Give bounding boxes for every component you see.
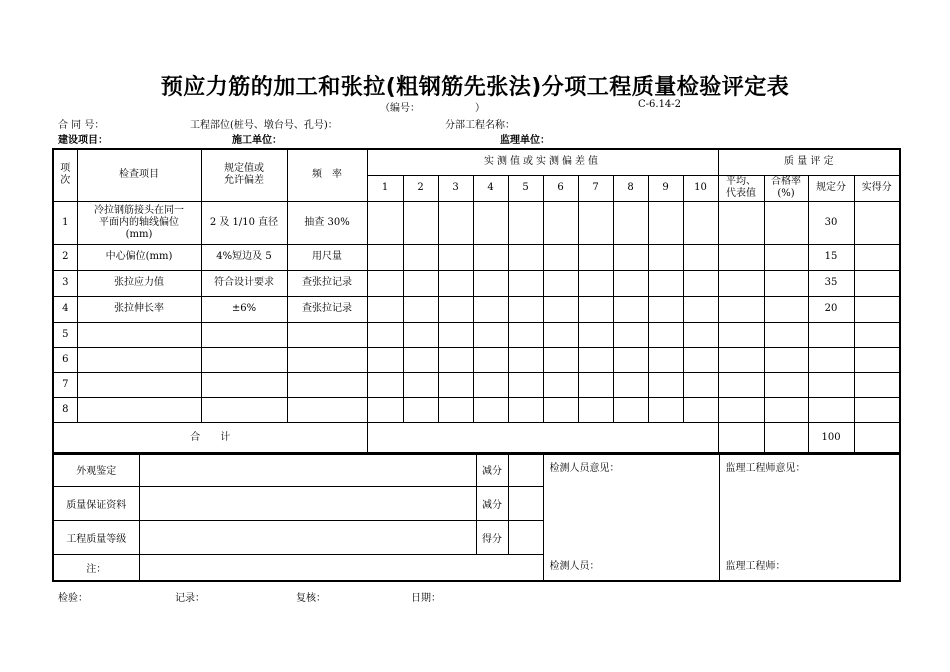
- header-measured-values: 实测值或实测偏差值: [367, 149, 718, 175]
- header-item-no: 项 次: [53, 149, 77, 201]
- quality-grade-label: 工程质量等级: [53, 521, 139, 555]
- measure-col-6: 6: [543, 175, 578, 201]
- table-row: [53, 201, 900, 244]
- total-row: [53, 422, 900, 454]
- inspector-signature-label: 检测人员：: [549, 560, 600, 572]
- measure-col-2: 2: [403, 175, 438, 201]
- appearance-deduct-label: 减分: [476, 453, 508, 487]
- table-row: [53, 270, 900, 296]
- row-spec: 4%短边及 5: [201, 244, 287, 270]
- header-quality-evaluation: 质 量 评 定: [718, 149, 900, 175]
- header-pass-rate: 合格率 (%): [764, 175, 808, 201]
- row-item: 冷拉钢筋接头在同一 平面内的轴线偏位 (mm): [77, 201, 201, 244]
- row-no: 7: [53, 372, 77, 397]
- quality-docs-deduct-label: 减分: [476, 487, 508, 521]
- header-actual-score: 实得分: [854, 175, 900, 201]
- note-label: 注：: [53, 555, 139, 581]
- row-no: 4: [53, 296, 77, 322]
- table-row: [53, 244, 900, 270]
- row-no: 1: [53, 201, 77, 244]
- engineer-opinion-label: 监理工程师意见：: [725, 463, 806, 474]
- engineer-opinion-box[interactable]: [719, 453, 900, 581]
- row-score: 30: [808, 201, 854, 244]
- quality-docs-label: 质量保证资料: [53, 487, 139, 521]
- engineer-signature-label: 监理工程师：: [725, 560, 786, 572]
- row-frequency: 用尺量: [287, 244, 367, 270]
- row-item: 中心偏位(mm): [77, 244, 201, 270]
- gain-label: 得分: [476, 521, 508, 555]
- contractor-label: 施工单位：: [232, 135, 282, 146]
- row-spec: 2 及 1/10 直径: [201, 201, 287, 244]
- inspection-table: [52, 148, 901, 455]
- construction-project-label: 建设项目：: [58, 135, 108, 146]
- row-frequency: 查张拉记录: [287, 270, 367, 296]
- measure-col-5: 5: [508, 175, 543, 201]
- row-score: 15: [808, 244, 854, 270]
- gain-field[interactable]: [508, 521, 543, 555]
- quality-docs-field[interactable]: [139, 487, 476, 521]
- table-row: [53, 397, 900, 422]
- row-item: 张拉应力值: [77, 270, 201, 296]
- footer-review-label: 复核：: [296, 593, 326, 604]
- contract-number-label: 合 同 号：: [58, 120, 105, 131]
- row-spec: 符合设计要求: [201, 270, 287, 296]
- measure-col-4: 4: [473, 175, 508, 201]
- header-check-item: 检查项目: [77, 149, 201, 201]
- appearance-field[interactable]: [139, 453, 476, 487]
- table-row: [53, 347, 900, 372]
- header-spec: 规定值或 允许偏差: [201, 149, 287, 201]
- appearance-label: 外观鉴定: [53, 453, 139, 487]
- row-no: 2: [53, 244, 77, 270]
- measure-col-8: 8: [613, 175, 648, 201]
- total-label: 合 计: [53, 422, 367, 454]
- page-title: 预应力筋的加工和张拉(粗钢筋先张法)分项工程质量检验评定表: [160, 75, 790, 100]
- measure-col-9: 9: [648, 175, 683, 201]
- table-row: [53, 296, 900, 322]
- table-row: [53, 322, 900, 347]
- row-item: 张拉伸长率: [77, 296, 201, 322]
- footer-record-label: 记录：: [175, 593, 205, 604]
- footer-check-label: 检验：: [58, 593, 88, 604]
- inspector-opinion-box[interactable]: [543, 453, 719, 581]
- row-score: 20: [808, 296, 854, 322]
- row-no: 6: [53, 347, 77, 372]
- row-no: 3: [53, 270, 77, 296]
- row-score: 35: [808, 270, 854, 296]
- work-location-label: 工程部位(桩号、墩台号、孔号)：: [190, 120, 338, 131]
- header-average: 平均、 代表值: [718, 175, 764, 201]
- measure-col-7: 7: [578, 175, 613, 201]
- inspector-opinion-label: 检测人员意见：: [549, 463, 620, 474]
- supervisor-label: 监理单位：: [500, 135, 550, 146]
- appearance-deduct-field[interactable]: [508, 453, 543, 487]
- table-row: [53, 372, 900, 397]
- quality-grade-field[interactable]: [139, 521, 476, 555]
- row-no: 5: [53, 322, 77, 347]
- row-frequency: 查张拉记录: [287, 296, 367, 322]
- measure-col-10: 10: [683, 175, 718, 201]
- assessment-table: [52, 452, 901, 582]
- measure-col-1: 1: [367, 175, 403, 201]
- row-frequency: 抽查 30%: [287, 201, 367, 244]
- measure-col-3: 3: [438, 175, 473, 201]
- form-code: C-6.14-2: [638, 99, 682, 110]
- total-score: 100: [808, 422, 854, 454]
- header-frequency: 频 率: [287, 149, 367, 201]
- header-specified-score: 规定分: [808, 175, 854, 201]
- row-no: 8: [53, 397, 77, 422]
- note-field[interactable]: [139, 555, 543, 581]
- serial-number: （编号： ）: [380, 103, 485, 114]
- footer-date-label: 日期：: [411, 593, 441, 604]
- row-spec: ±6%: [201, 296, 287, 322]
- quality-docs-deduct-field[interactable]: [508, 487, 543, 521]
- subproject-name-label: 分部工程名称：: [445, 120, 515, 131]
